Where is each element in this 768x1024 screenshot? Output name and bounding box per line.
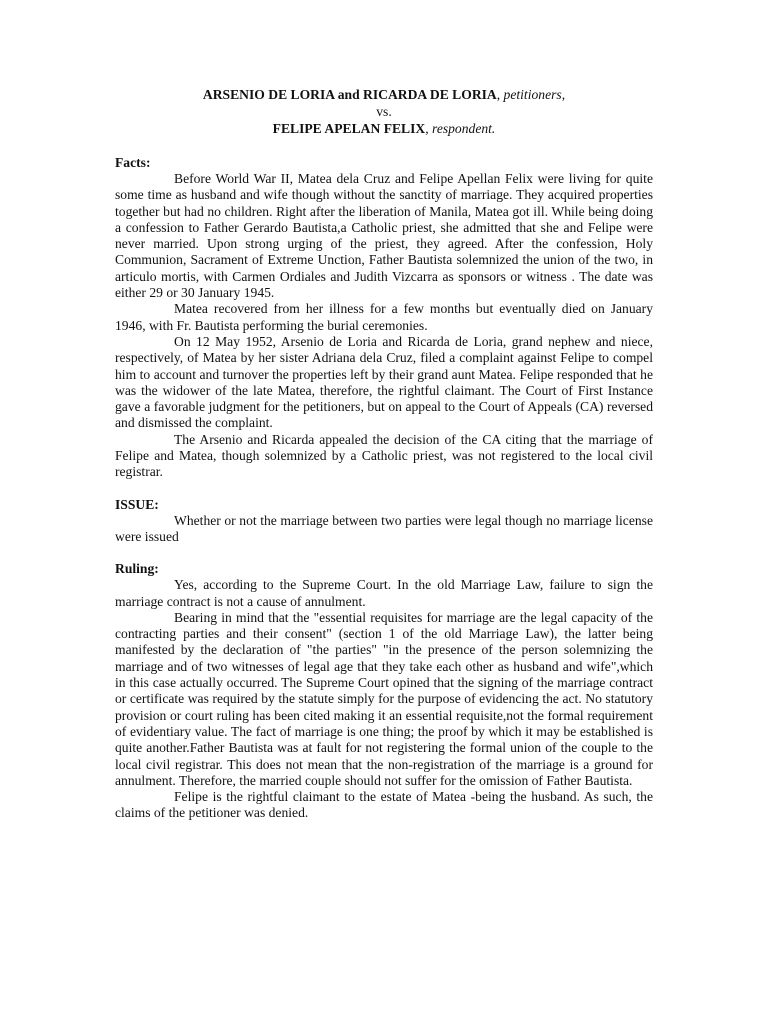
respondent-role: respondent. [432, 121, 496, 136]
facts-paragraph-3: On 12 May 1952, Arsenio de Loria and Ricarda de Loria, grand nephew and niece, respectively, of Matea by her sister Adriana dela Cruz, filed a complaint against Felipe to compel him to account and turnover the properties left by their grand aunt Matea. Felipe responded that he was the widower of the late Matea, therefore, the rightful claimant. The Court of First Instance gave a favorable judgment for the petitioners, but on appeal to the Court of Appeals (CA) reversed and dismissed the complaint. [115, 333, 653, 431]
ruling-heading: Ruling: [115, 561, 159, 577]
ruling-section [115, 560, 653, 821]
facts-heading: Facts: [115, 155, 151, 170]
case-title-respondent: FELIPE APELAN FELIX, respondent. [272, 121, 496, 136]
issue-heading: ISSUE: [115, 496, 159, 512]
issue-section [115, 496, 653, 546]
ruling-paragraph-1: Yes, according to the Supreme Court. In the old Marriage Law, failure to sign the marriage contract is not a cause of annulment. [115, 577, 653, 609]
facts-section [115, 154, 653, 481]
facts-paragraph-1: Before World War II, Matea dela Cruz and Felipe Apellan Felix were living for quite some time as husband and wife though without the sanctity of marriage. They acquired properties together but had no children. Right after the liberation of Manila, Matea got ill. While being doing a confession to Father Gerardo Bautista,a Catholic priest, she admitted that she and Felipe were never married. Upon strong urging of the priest, they agreed. After the confession, Holy Communion, Sacrament of Extreme Unction, Father Bautista solemnized the union of the two, in articulo mortis, with Carmen Ordiales and Judith Vizcarra as sponsors or witness . The date was either 29 or 30 January 1945. [115, 171, 653, 301]
respondent-name: FELIPE APELAN FELIX [272, 121, 426, 136]
versus-label: vs. [376, 104, 392, 119]
ruling-paragraph-2: Bearing in mind that the "essential requisites for marriage are the legal capacity of the contracting parties and their consent" (section 1 of the old Marriage Law), the latter being manifested by the declaration of "the parties" "in the presence of the person solemnizing the marriage and of two witnesses of legal age that they take each other as husband and wife",which in this case actually occurred. The Supreme Court opined that the signing of the marriage contract or certificate was required by the statute simply for the purpose of evidencing the act. No statutory provision or court ruling has been cited making it an essential requisite,not the formal requirement of evidentiary value. The fact of marriage is one thing; the proof by which it may be established is quite another.Father Bautista was at fault for not registering the formal union of the couple to the local civil registrar. This does not mean that the non-registration of the marriage is a ground for annulment. Therefore, the married couple should not suffer for the omission of Father Bautista. [115, 609, 653, 788]
ruling-paragraph-3: Felipe is the rightful claimant to the estate of Matea -being the husband. As such, the claims of the petitioner was denied. [115, 789, 653, 821]
facts-paragraph-4: The Arsenio and Ricarda appealed the decision of the CA citing that the marriage of Felipe and Matea, though solemnized by a Catholic priest, was not registered to the local civil registrar. [115, 431, 653, 480]
petitioners-names: ARSENIO DE LORIA and RICARDA DE LORIA [202, 87, 497, 102]
case-title-petitioners: ARSENIO DE LORIA and RICARDA DE LORIA, petitioners, [202, 87, 566, 102]
issue-paragraph-1: Whether or not the marriage between two parties were legal though no marriage license were issued [115, 512, 653, 544]
petitioners-role: petitioners, [503, 87, 566, 102]
facts-paragraph-2: Matea recovered from her illness for a few months but eventually died on January 1946, with Fr. Bautista performing the burial ceremonies. [115, 301, 653, 333]
